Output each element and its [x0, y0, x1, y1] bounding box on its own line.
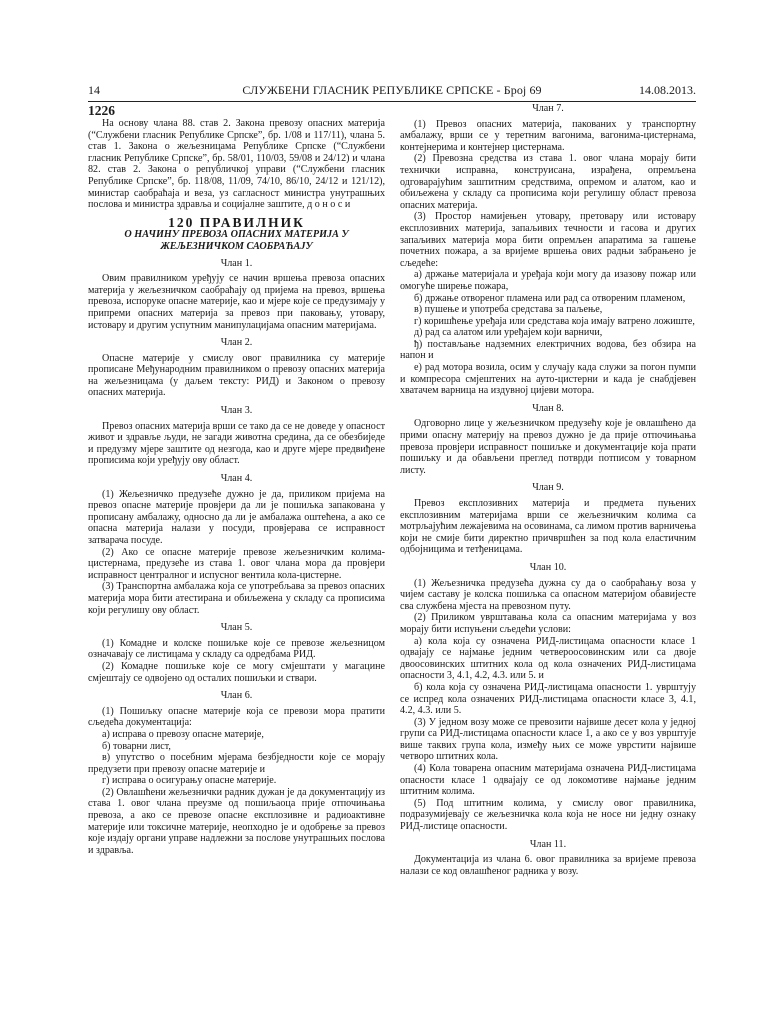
- document-number: 1226: [88, 103, 115, 118]
- list-item: а) кола која су означена РИД-листицама опасности класе 1 одвајају се најмање једним четвероосовинским или са двоје двоосовинских штитних кола од кола означених РИД-листицама опасности 3, 4.1, 4.2, 4.3. или 5. и: [400, 635, 696, 682]
- list-item: б) кола која су означена РИД-листицама опасности 1. уврштују се испред кола означених РИД-листицама опасности класе 3, 4.1, 4.2, 4.3. или 5.: [400, 681, 696, 717]
- regulation-subtitle: О НАЧИНУ ПРЕВОЗА ОПАСНИХ МАТЕРИЈА У ЖЕЉЕЗНИЧКОМ САОБРАЋАЈУ: [124, 229, 349, 252]
- article-heading: Члан 1.: [220, 257, 253, 269]
- article-paragraph: Одговорно лице у жељезничком предузећу које је овлашћено да прими опасну материју на превоз дужно је да прије отпочињања превоза провјери исправност пошиљке и документације која прати пошиљку и да обављени преглед потврди потписом у товарном листу.: [400, 418, 696, 476]
- article-paragraph: Документација из члана 6. овог правилника за вријеме превоза налази се код овлашћеног радника у возу.: [400, 854, 696, 877]
- article-paragraph: (3) У једном возу може се превозити највише десет кола у једној групи са РИД-листицама опасности класе 1, а ако се у воз уврштује више таквих група кола, између њих се може уврстити највише четворо штитних кола.: [400, 716, 696, 763]
- article-paragraph: (2) Ако се опасне материје превозе жељезничким колима-цистернама, предузеће из става 1. овог члана мора да провјери исправност централног и испусног вентила кола-цистерне.: [88, 546, 385, 581]
- list-item: в) упутство о посебним мјерама безбједности које се морају предузети при превозу опасне материје и: [88, 752, 385, 775]
- article-heading: Члан 3.: [220, 405, 253, 417]
- article-paragraph: Превоз експлозивних материја и предмета пуњених експлозивним материјама врши се жељезничким колима са мотрљајућим лежајевима на осовинама, са лимом против варничења који не смије бити директно причвршћен за под кола еластичним одбојницима и тетђеницама.: [400, 498, 696, 556]
- article-heading: Члан 8.: [532, 402, 564, 414]
- article-paragraph: Превоз опасних материја врши се тако да се не доведе у опасност живот и здравље људи, не загади животна средина, да се обезбиједе и предузму мјере заштите од незгода, као и друге мјере предвиђене прописима који уређују ову област.: [88, 420, 385, 467]
- preamble: На основу члана 88. став 2. Закона превозу опасних материја (“Службени гласник Републике Српске”, бр. 1/08 и 117/11), члана 5. став 1. Закона о жељезницама Републике Српске (“Службени гласник Републике Српске”, бр. 58/01, 110/03, 59/08 и 24/12) и члана 82. став 2. Закона о републичкој управи (“Службени гласник Републике Српске”, бр. 118/08, 11/09, 74/10, 86/10, 24/12 и 121/12), министар саобраћаја и веза, уз сагласност министра унутрашњих послова и министра здравља и социјалне заштите, д о н о с и: [88, 118, 385, 211]
- list-item: а) исправа о превозу опасне материје,: [102, 728, 264, 740]
- left-column: [88, 103, 385, 856]
- gazette-title: СЛУЖБЕНИ ГЛАСНИК РЕПУБЛИКЕ СРПСКЕ - Број 69: [242, 83, 542, 97]
- article-heading: Члан 5.: [220, 622, 253, 634]
- article-heading: Члан 10.: [529, 561, 567, 573]
- list-item: д) рад са алатом или уређајем који варничи,: [414, 327, 603, 339]
- article-paragraph: (5) Под штитним колима, у смислу овог правилника, подразумијевају се жељезничка кола која не носе ни једну ознаку РИД-листице опасности.: [400, 797, 696, 833]
- article-heading: Члан 4.: [220, 473, 253, 485]
- list-item: в) пушење и употреба средстава за паљење,: [414, 304, 603, 316]
- list-item: ђ) постављање надземних електричних водова, без обзира на напон и: [400, 338, 696, 362]
- article-paragraph: (1) Пошиљку опасне материје која се превози мора пратити сљедећа документација:: [88, 705, 385, 729]
- article-heading: Члан 11.: [529, 838, 567, 850]
- article-paragraph: (2) Превозна средства из става 1. овог члана морају бити технички исправна, конструисана, израђена, опремљена одговарајућим заштитним средствима, опремом и алатом, као и обиљежена у складу са прописима који регулишу област превоза опасних материја.: [400, 153, 696, 211]
- issue-date: 14.08.2013.: [639, 83, 696, 97]
- article-paragraph: (2) Овлашћени жељезнички радник дужан је да документацију из става 1. овог члана преузме од пошиљаоца прије отпочињања превоза, а ако се превозе опасне експлозивне и радиоактивне материје или токсичне материје, неопходно је и одобрење за превоз које издају органи управе надлежни за послове унутрашњих послова и здравља.: [88, 786, 385, 856]
- article-paragraph: Овим правилником уређују се начин вршења превоза опасних материја у жељезничком саобраћају од пријема на превоз, вршења превоза, испоруке опасне материје, као и мјере које се предузимају у припреми опасних материја за превоз при паковању, утовару, истовару и другим успутним манипулацијама опасним материјама.: [88, 273, 385, 331]
- list-item: г) коришћење уређаја или средстава која имају ватрено ложиште,: [414, 315, 695, 327]
- article-paragraph: (3) Транспортна амбалажа која се употребљава за превоз опасних материја мора бити атестирана и обиљежена у складу са прописима који регулишу ову област.: [88, 581, 385, 616]
- list-item: а) држање материјала и уређаја који могу да изазову пожар или омогуће ширење пожара,: [400, 269, 696, 292]
- page-number: 14: [88, 83, 100, 97]
- article-paragraph: (3) Простор намијењен утовару, претовару или истовару експлозивних материја, запаљивих течности и гасова и других запаљивих материја мора бити опремљен апаратима за гашење почетних пожара, а за вријеме вршења ових радњи забрањено је сљедеће:: [400, 211, 696, 269]
- page-header: [88, 82, 696, 100]
- article-paragraph: Опасне материје у смислу овог правилника су материје прописане Међународним правилником о превозу опасних материја на жељезницама (у даљем тексту: РИД) и Законом о превозу опасних материја.: [88, 352, 385, 399]
- article-paragraph: (4) Кола товарена опасним материјама означена РИД-листицама опасности класе 1 одвајају се од локомотиве најмање једним штитним колима.: [400, 763, 696, 798]
- list-item: е) рад мотора возила, осим у случају када служи за погон пумпи и компресора смјештених на ауто-цистерни и када је снабдјевен хватачем варница на издувној цијеви мотора.: [400, 362, 696, 397]
- right-column: [400, 103, 696, 877]
- article-paragraph: (1) Превоз опасних материја, пакованих у транспортну амбалажу, врши се у теретним вагонима, вагонима-цистернама, контејнерима и контејнер цистернама.: [400, 118, 696, 153]
- article-heading: Члан 7.: [532, 103, 564, 114]
- list-item: б) држање отвореног пламена или рад са отвореним пламеном,: [414, 292, 686, 304]
- article-paragraph: (1) Комадне и колске пошиљке које се превозе жељезницом означавају се листицама у складу са одредбама РИД.: [88, 637, 385, 661]
- article-heading: Члан 6.: [220, 690, 253, 702]
- regulation-title: 120 ПРАВИЛНИК: [168, 214, 305, 230]
- article-paragraph: (2) Приликом уврштавања кола са опасним материјама у воз морају бити испуњени сљедећи услови:: [400, 612, 696, 635]
- article-heading: Члан 2.: [220, 337, 253, 349]
- list-item: г) исправа о осигурању опасне материје.: [102, 775, 277, 787]
- article-paragraph: (1) Жељезничка предузећа дужна су да о саобраћању воза у чијем саставу је колска пошиљка са опасном материјом обавијесте сва службена мјеста на превозном путу.: [400, 577, 696, 612]
- header-rule: [88, 101, 696, 102]
- article-paragraph: (1) Жељезничко предузеће дужно је да, приликом пријема на превоз опасне материје провјери да ли је пошиљка запакована у прописану амбалажу, односно да ли је амбалажа оштећена, а ако се опасна материја налази у посуди, провјерава се исправност затварача посуде.: [88, 488, 385, 546]
- article-heading: Члан 9.: [532, 482, 564, 494]
- list-item: б) товарни лист,: [102, 740, 171, 752]
- article-paragraph: (2) Комадне пошиљке које се могу смјештати у магацине смјештају се одвојено од осталих пошиљки и ствари.: [88, 660, 385, 684]
